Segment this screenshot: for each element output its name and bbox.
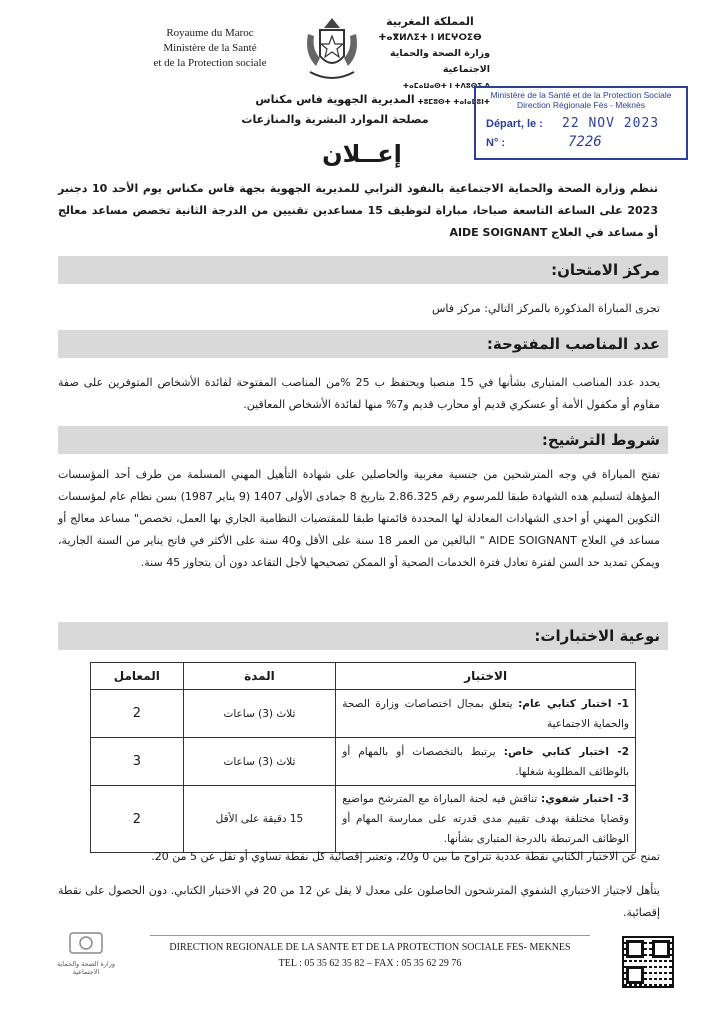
header-fr-line: et de la Protection sociale bbox=[153, 57, 267, 69]
section-center-heading: مركز الامتحان: bbox=[58, 256, 668, 284]
stamp-number: 7226 bbox=[568, 134, 602, 150]
cell-test-title: 3- اختبار شفوي: bbox=[541, 793, 629, 805]
qr-code-icon bbox=[622, 936, 674, 988]
stamp-number-label: N° : bbox=[486, 137, 506, 149]
section-conditions-heading: شروط الترشيح: bbox=[58, 426, 668, 454]
section-center-text: تجرى المباراة المذكورة بالمركز التالي: مركز فاس bbox=[431, 302, 660, 315]
header-fr bbox=[130, 26, 290, 71]
header-ar-line: ⵜⴰⴳⵍⴷⵉⵜ ⵏ ⵍⵎⵖⵔⵉⴱ bbox=[378, 33, 482, 43]
footer-address: DIRECTION REGIONALE DE LA SANTE ET DE LA PROTECTION SOCIALE FES- MEKNES bbox=[169, 942, 571, 953]
dispatch-stamp bbox=[474, 86, 688, 160]
footer-text bbox=[150, 940, 590, 972]
footer-divider bbox=[150, 935, 590, 936]
section-posts-text: يحدد عدد المناصب المتبارى بشأنها في 15 منصبا ويحتفظ ب 25 %من المناصب المفتوحة لفائدة الأشخاص المتوفرين على صفة مقاوم أو مكفول الأمة أو عسكري قديم أو محارب قديم و7% منها لفائدة الأشخاص المعاقين. bbox=[58, 376, 661, 411]
footer-logo-text: وزارة الصحة والحماية الاجتماعية bbox=[56, 960, 116, 976]
cell-test bbox=[336, 786, 636, 853]
cell-duration: ثلاث (3) ساعات bbox=[183, 738, 336, 786]
header-ar-line: المملكة المغربية bbox=[386, 15, 474, 28]
header-ar-line: ⵜⴰⵎⴰⵡⴰⵙⵜ ⵏ ⵜⴷⵓⵙⵉ ⴷ ⵜⵓⵎⵓⵙⵜ ⵜⴰⵏⴰⵎⵓⵏⵜ bbox=[402, 82, 490, 106]
header-fr-line: Royaume du Maroc bbox=[166, 27, 254, 39]
cell-coef: 2 bbox=[91, 690, 184, 738]
cell-test-text: يتعلق بمجال اختصاصات وزارة الصحة والحماية الاجتماعية bbox=[342, 697, 629, 730]
stamp-line: Direction Régionale Fès - Meknès bbox=[516, 100, 646, 110]
footer-contact: TEL : 05 35 62 35 82 – FAX : 05 35 62 29 76 bbox=[278, 958, 462, 969]
header-duration: المدة bbox=[183, 663, 336, 690]
note-oral-qualification: يتأهل لاجتياز الاختباري الشفوي المترشحون الحاصلون على معدل لا يقل عن 12 من 20 في الاختبار الكتابي. دون الحصول على نقطة إقصائية. bbox=[58, 884, 660, 919]
stamp-depart-label: Départ, le : bbox=[486, 118, 543, 130]
direction-block bbox=[230, 90, 440, 130]
page-title: إعــلان bbox=[322, 140, 402, 168]
cell-test bbox=[336, 690, 636, 738]
stamp-depart-date: 22 NOV 2023 bbox=[562, 116, 660, 131]
header-test: الاختبار bbox=[336, 663, 636, 690]
intro-paragraph: تنظم وزارة الصحة والحماية الاجتماعية بالنفوذ الترابي للمديرية الجهوية بجهة فاس مكناس يوم الأحد 10 دجنبر 2023 على الساعة التاسعة صباحا، مباراة لتوظيف 15 مساعدين تقنيين من الدرجة الثانية تخصص مساعد معالج أو مساعد في العلاج AIDE SOIGNANT bbox=[58, 182, 658, 239]
cell-test-text: تناقش فيه لجنة المباراة مع المترشح مواضيع وقضايا مختلفة بهدف تقييم مدى قدرته على ممارسة المهام أو الوظائف المرتبطة بالدرجة المتبارى بشأنها. bbox=[342, 793, 629, 845]
table-row bbox=[91, 786, 636, 853]
cell-coef: 3 bbox=[91, 738, 184, 786]
cell-test-title: 1- اختبار كتابي عام: bbox=[518, 697, 629, 710]
cell-duration: 15 دقيقة على الأقل bbox=[183, 786, 336, 853]
table-header-row bbox=[91, 663, 636, 690]
table-row bbox=[91, 690, 636, 738]
cell-duration: ثلاث (3) ساعات bbox=[183, 690, 336, 738]
table-row bbox=[91, 738, 636, 786]
header-coef: المعامل bbox=[91, 663, 184, 690]
cell-coef: 2 bbox=[91, 786, 184, 853]
cell-test-text: يرتبط بالتخصصات أو بالمهام أو بالوظائف المطلوبة شغلها. bbox=[342, 745, 629, 778]
footer-logo bbox=[46, 930, 126, 990]
ministry-logo-icon bbox=[66, 930, 106, 956]
section-posts-heading: عدد المناصب المفتوحة: bbox=[58, 330, 668, 358]
cell-test bbox=[336, 738, 636, 786]
section-conditions-text: تفتح المباراة في وجه المترشحين من جنسية مغربية والحاصلين على شهادة التأهيل المهني المسلمة من طرف أحد المؤسسات المؤهلة لتسليم هده الشهادة طبقا للمرسوم رقم 2.86.325 بتاريخ 8 جمادى الأولى 1407 (9 يناير 1987) بسن نظام عام لمؤسسات التكوين المهني أو احدى الشهادات المعادلة لها المحددة قائمتها طبقا للمقتضيات النظامية الجاري بها العمل، تخصص" مساعد معالج أو مساعد في العلاج AIDE SOIGNANT " البالغين من العمر 18 سنة على الأقل و40 سنة على الأكثر في فاتح يناير من السنة الجارية، ويمكن تمديد حد السن لفترة تعادل فترة الخدمات الصحية أو الممكن تصحيحها لأجل التقاعد دون أن يتجاوز 45 سنة. bbox=[58, 468, 661, 569]
header-fr-line: Ministère de la Santé bbox=[163, 42, 257, 54]
tests-table bbox=[90, 662, 636, 853]
section-tests-heading: نوعية الاختبارات: bbox=[58, 622, 668, 650]
coat-of-arms-emblem bbox=[300, 14, 364, 86]
header-ar-line: وزارة الصحة والحماية الاجتماعية bbox=[390, 48, 490, 75]
direction-line: مصلحة الموارد البشرية والمنازعات bbox=[241, 113, 429, 126]
note-scoring: تمنح عن الاختبار الكتابي نقطة عددية تتراوح ما بين 0 و20، وتعتبر إقصائية كل نقطة تساوي أو تقل عن 5 من 20. bbox=[151, 850, 660, 863]
stamp-line: Ministère de la Santé et de la Protection Sociale bbox=[490, 90, 672, 100]
cell-test-title: 2- اختبار كتابي خاص: bbox=[503, 745, 629, 758]
direction-line: المديرية الجهوية فاس مكناس bbox=[255, 93, 415, 106]
